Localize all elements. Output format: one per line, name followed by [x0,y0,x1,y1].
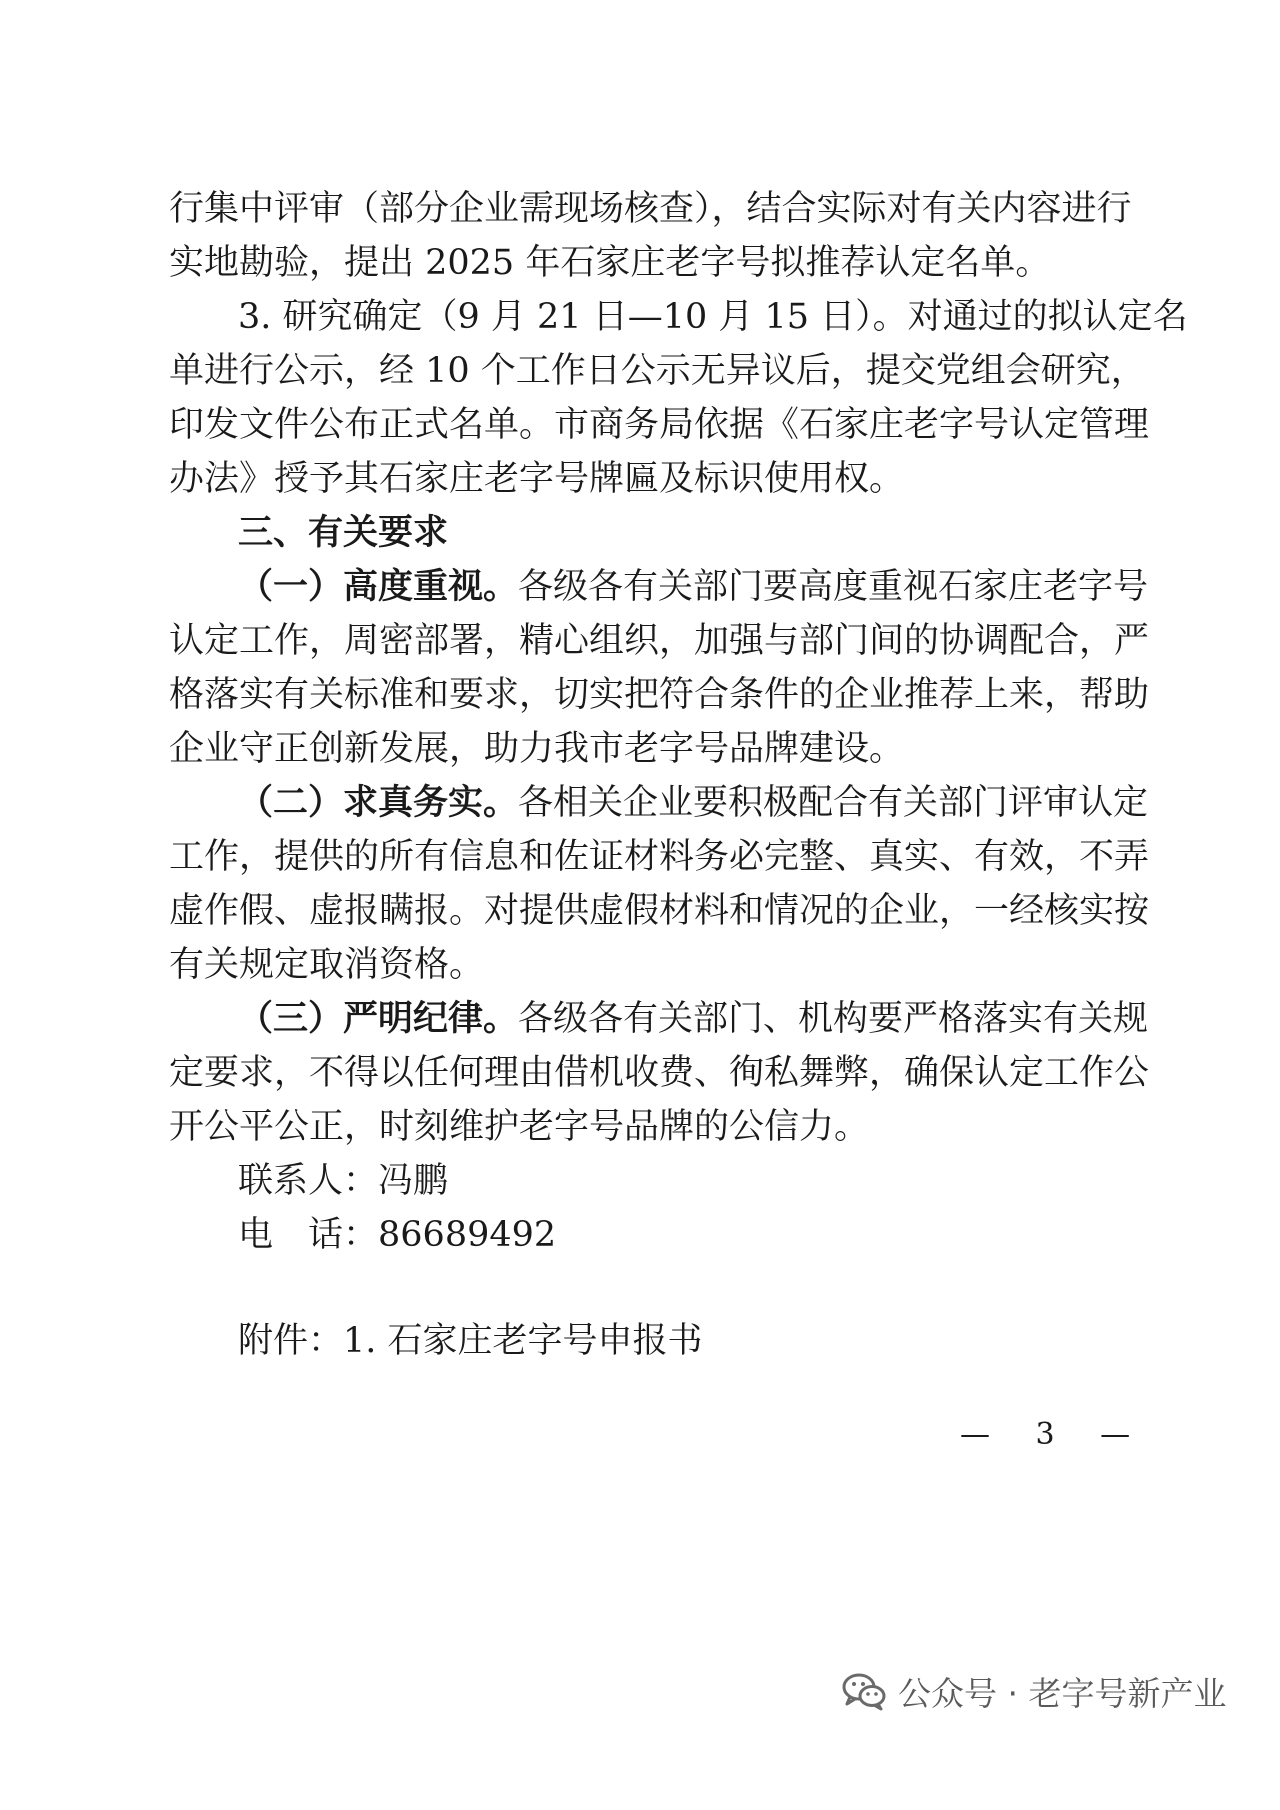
phone-line [238,1212,1112,1258]
paragraph-line: 印发文件公布正式名单。市商务局依据《石家庄老字号认定管理 [169,405,1150,445]
footer-text: 公众号 · 老字号新产业 [898,1673,1227,1713]
section-heading: 三、有关要求 [238,513,449,553]
paragraph-line: 有关规定取消资格。 [169,945,485,985]
paragraph-line: 认定工作，周密部署，精心组织，加强与部门间的协调配合，严 [169,621,1150,661]
paragraph-line: 定要求，不得以任何理由借机收费、徇私舞弊，确保认定工作公 [169,1053,1150,1093]
phone-label: 电 话： [238,1215,379,1255]
paragraph-line: 格落实有关标准和要求，切实把符合条件的企业推荐上来，帮助 [169,675,1150,715]
step-3-line [238,294,1188,340]
paragraph-line: 企业守正创新发展，助力我市老字号品牌建设。 [169,729,905,769]
attachment-line [238,1318,1112,1364]
page-number: — 3 — [960,1417,1149,1452]
requirement-3-label: （三）严明纪律。 [238,998,519,1039]
requirement-2-line [238,780,1149,826]
wechat-icon [840,1671,888,1711]
phone-number: 86689492 [378,1215,557,1255]
requirement-1-line [238,564,1149,610]
requirement-3-line [238,996,1149,1042]
contact-line [238,1158,1112,1204]
step-3-label: 3. 研究确定（9 月 21 日—10 月 15 日）。 [238,297,908,337]
paragraph-text: 各级各有关部门、机构要严格落实有关规 [518,999,1149,1039]
contact-name: 冯鹏 [378,1161,449,1201]
contact-label: 联系人： [238,1161,379,1201]
paragraph-line: 开公平公正，时刻维护老字号品牌的公信力。 [169,1107,870,1147]
paragraph-line: 办法》授予其石家庄老字号牌匾及标识使用权。 [169,459,905,499]
paragraph-text: 对通过的拟认定名 [907,297,1188,337]
footer-watermark [840,1666,1226,1716]
attachment-item: 1. 石家庄老字号申报书 [343,1321,703,1361]
paragraph-line: 行集中评审（部分企业需现场核查），结合实际对有关内容进行 [169,189,1132,229]
attachment-label: 附件： [238,1321,344,1361]
paragraph-text: 各相关企业要积极配合有关部门评审认定 [518,783,1149,823]
paragraph-line: 单进行公示，经 10 个工作日公示无异议后，提交党组会研究， [169,351,1146,391]
requirement-2-label: （二）求真务实。 [238,782,519,823]
paragraph-line: 实地勘验，提出 2025 年石家庄老字号拟推荐认定名单。 [169,243,1051,283]
paragraph-text: 各级各有关部门要高度重视石家庄老字号 [518,567,1149,607]
requirement-1-label: （一）高度重视。 [238,566,519,607]
paragraph-line: 工作，提供的所有信息和佐证材料务必完整、真实、有效，不弄 [169,837,1150,877]
paragraph-line: 虚作假、虚报瞒报。对提供虚假材料和情况的企业，一经核实按 [169,891,1150,931]
